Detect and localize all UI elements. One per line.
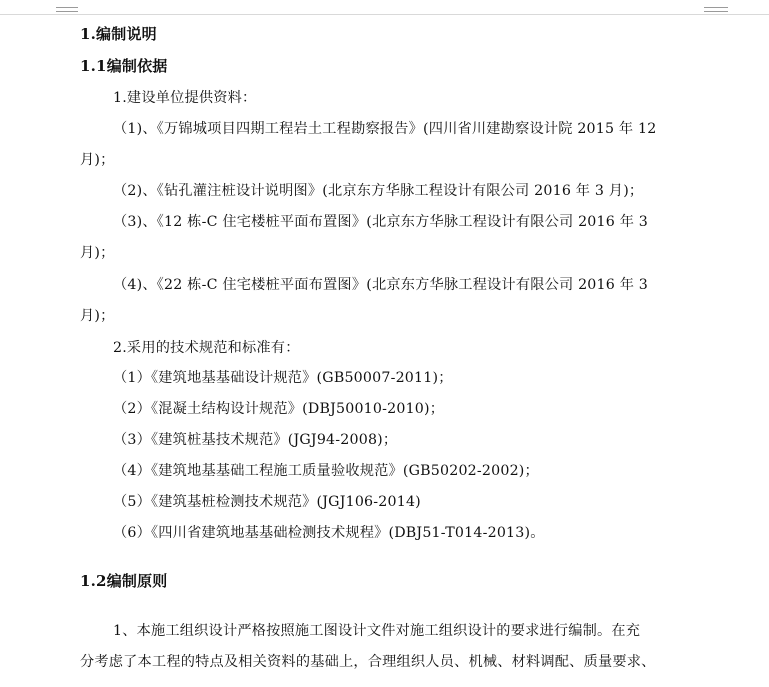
basis-item-2: （2)、《钻孔灌注桩设计说明图》(北京东方华脉工程设计有限公司 2016 年 3 月)； [113,183,644,199]
standard-item: （3）《建筑桩基技术规范》(JGJ94-2008)； [113,432,398,448]
standard-item: （5）《建筑基桩检测技术规范》(JGJ106-2014) [113,494,421,510]
basis-item-1-cont: 月)； [80,152,115,168]
heading-1-1: 1.1编制依据 [80,57,168,75]
standards-title: 2.采用的技术规范和标准有： [113,340,300,356]
principle-paragraph-line-1: 1、本施工组织设计严格按照施工图设计文件对施工组织设计的要求进行编制。在充 [113,623,641,639]
standard-item: （4）《建筑地基基础工程施工质量验收规范》(GB50202-2002)； [113,463,539,479]
heading-1-2: 1.2编制原则 [80,572,168,590]
principle-paragraph-line-2: 分考虑了本工程的特点及相关资料的基础上，合理组织人员、机械、材料调配、质量要求、 [80,654,656,670]
standard-item: （2）《混凝土结构设计规范》(DBJ50010-2010)； [113,401,445,417]
basis-title: 1.建设单位提供资料： [113,90,257,106]
basis-item-3: （3)、《12 栋-C 住宅楼桩平面布置图》(北京东方华脉工程设计有限公司 2016 年 3 [113,214,649,230]
standard-item: （1）《建筑地基基础设计规范》(GB50007-2011)； [113,370,453,386]
basis-item-4-cont: 月)； [80,308,115,324]
standard-item: （6）《四川省建筑地基基础检测技术规程》(DBJ51-T014-2013)。 [113,525,545,541]
basis-item-4: （4)、《22 栋-C 住宅楼桩平面布置图》(北京东方华脉工程设计有限公司 2016 年 3 [113,277,649,293]
basis-item-3-cont: 月)； [80,245,115,261]
heading-1: 1.编制说明 [80,25,157,43]
basis-item-1: （1)、《万锦城项目四期工程岩土工程勘察报告》(四川省川建勘察设计院 2015 年 12 [113,121,657,137]
